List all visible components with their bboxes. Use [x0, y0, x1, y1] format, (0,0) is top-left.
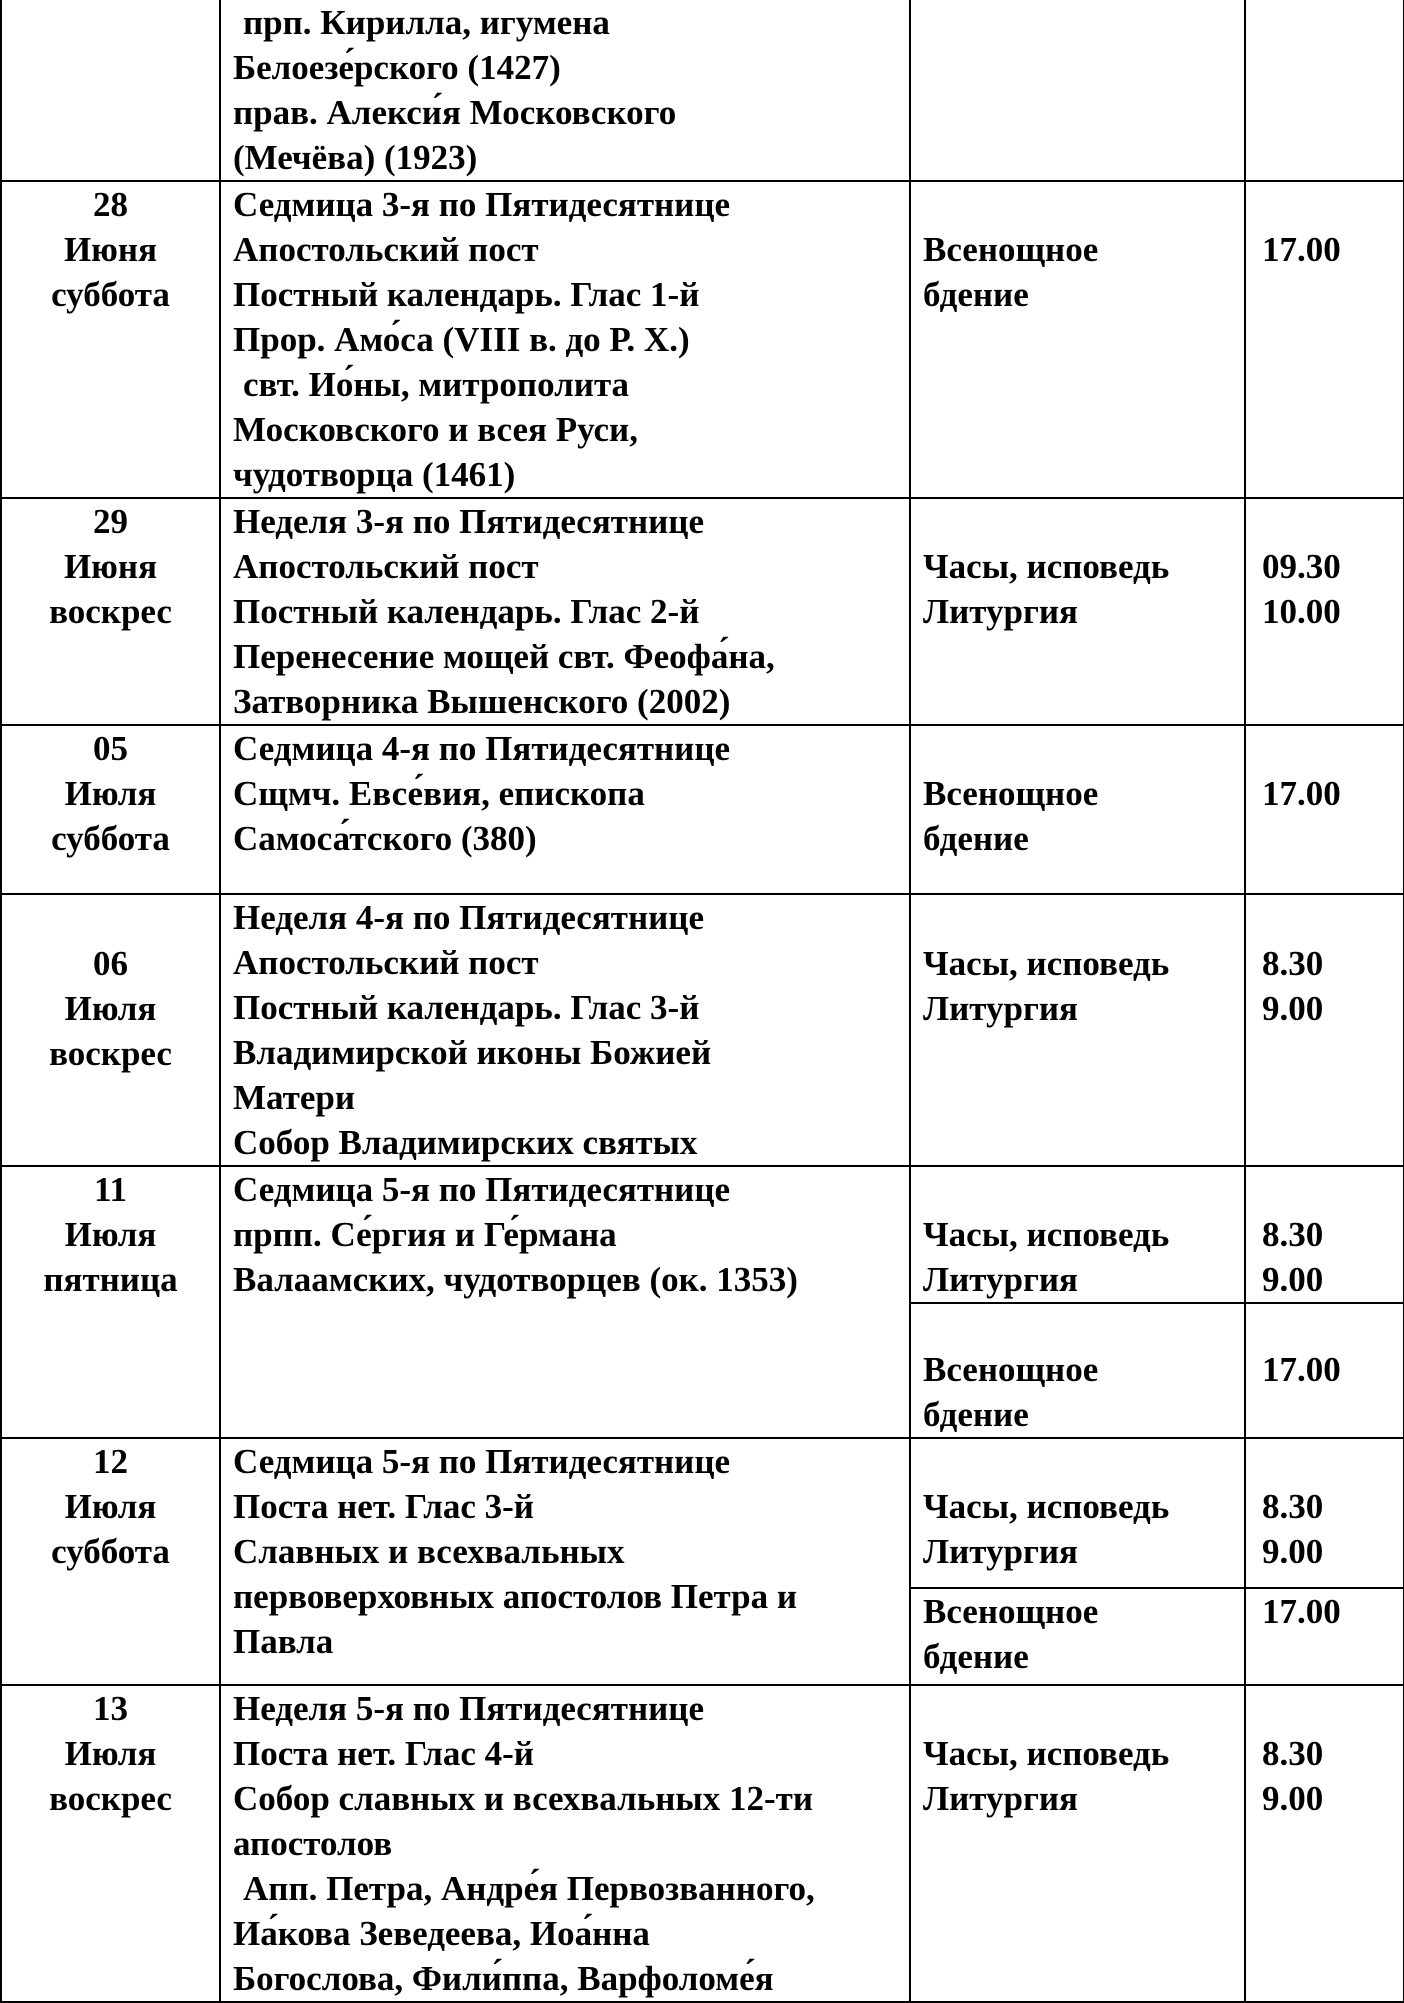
service-time: 8.30 [1262, 1215, 1324, 1254]
feast-cell [220, 725, 910, 894]
service-name: Часы, исповедь [923, 944, 1170, 983]
service-cell [910, 1303, 1245, 1438]
day-number: 06 [93, 944, 128, 983]
time-cell [1245, 894, 1404, 1166]
feast-line: Постный календарь. Глас 3-й [233, 988, 700, 1027]
feast-line: Богослова, Фили́ппа, Варфоломе́я [233, 1959, 774, 1998]
feast-line: Поста нет. Глас 3-й [233, 1487, 534, 1526]
day-number: 28 [93, 185, 128, 224]
service-time: 9.00 [1262, 1532, 1324, 1571]
month-name: Июня [63, 230, 158, 269]
service-time: 17.00 [1262, 1592, 1341, 1631]
service-name: Литургия [923, 989, 1078, 1028]
day-number: 05 [93, 729, 128, 768]
feast-line: Апостольский пост [233, 230, 539, 269]
time-cell [1245, 181, 1404, 498]
feast-line: Апостольский пост [233, 547, 539, 586]
feast-line: Неделя 5-я по Пятидесятнице [233, 1689, 704, 1728]
service-time: 8.30 [1262, 1487, 1324, 1526]
schedule-row [1, 725, 1404, 894]
weekday-name: воскрес [49, 592, 172, 631]
feast-line: Седмица 4-я по Пятидесятнице [233, 729, 731, 768]
service-cell [910, 1438, 1245, 1588]
time-cell [1245, 0, 1404, 181]
feast-line: Седмица 5-я по Пятидесятнице [233, 1442, 731, 1481]
weekday-name: пятница [43, 1260, 178, 1299]
feast-line: Московского и всея Руси, [233, 410, 638, 449]
feast-line: Владимирской иконы Божией [233, 1033, 712, 1072]
feast-line: свт. Ио́ны, митрополита [243, 365, 630, 404]
schedule-row [1, 0, 1404, 181]
feast-line: прав. Алекси́я Московского [233, 93, 677, 132]
service-time: 17.00 [1262, 230, 1341, 269]
feast-line: Неделя 3-я по Пятидесятнице [233, 502, 704, 541]
day-number: 29 [93, 502, 128, 541]
feast-line: прпп. Се́ргия и Ге́рмана [233, 1215, 617, 1254]
service-name: бдение [923, 1395, 1029, 1434]
feast-line: прп. Кирилла, игумена [243, 3, 610, 42]
month-name: Июля [64, 774, 157, 813]
schedule-row [1, 1438, 1404, 1588]
weekday-name: суббота [51, 1532, 170, 1571]
feast-line: Павла [233, 1622, 334, 1661]
time-cell [1245, 498, 1404, 725]
feast-cell [220, 1685, 910, 2002]
feast-line: Апостольский пост [233, 943, 539, 982]
feast-line: Валаамских, чудотворцев (ок. 1353) [233, 1260, 798, 1299]
service-time: 10.00 [1262, 592, 1341, 631]
feast-line: Седмица 3-я по Пятидесятнице [233, 185, 731, 224]
month-name: Июля [64, 1487, 157, 1526]
feast-line: Затворника Вышенского (2002) [233, 682, 731, 721]
service-time: 17.00 [1262, 774, 1341, 813]
service-cell [910, 1685, 1245, 2002]
time-cell [1245, 1166, 1404, 1303]
feast-line: Славных и всехвальных [233, 1532, 625, 1571]
service-name: бдение [923, 275, 1029, 314]
service-name: Всенощное [923, 774, 1099, 813]
service-name: бдение [923, 1637, 1029, 1676]
feast-line: Белоезе́рского (1427) [233, 48, 561, 87]
feast-cell [220, 1438, 910, 1685]
date-cell [1, 498, 220, 725]
service-time: 17.00 [1262, 1350, 1341, 1389]
feast-line: Апп. Петра, Андре́я Первозванного, [243, 1869, 815, 1908]
time-cell [1245, 1303, 1404, 1438]
schedule-row [1, 181, 1404, 498]
schedule-row [1, 894, 1404, 1166]
time-cell [1245, 1685, 1404, 2002]
date-cell [1, 1166, 220, 1438]
service-name: Часы, исповедь [923, 1215, 1170, 1254]
service-name: Часы, исповедь [923, 547, 1170, 586]
feast-line: Собор Владимирских святых [233, 1123, 698, 1162]
service-name: Всенощное [923, 230, 1099, 269]
schedule-row [1, 498, 1404, 725]
feast-line: апостолов [233, 1824, 393, 1863]
service-name: Часы, исповедь [923, 1487, 1170, 1526]
feast-cell [220, 894, 910, 1166]
service-name: Всенощное [923, 1350, 1099, 1389]
service-name: Часы, исповедь [923, 1734, 1170, 1773]
schedule-row [1, 1166, 1404, 1303]
feast-line: первоверховных апостолов Петра и [233, 1577, 797, 1616]
weekday-name: суббота [51, 819, 170, 858]
feast-line: Самоса́тского (380) [233, 819, 537, 858]
feast-line: чудотворца (1461) [233, 455, 516, 494]
month-name: Июня [63, 547, 158, 586]
feast-line: Прор. Амо́са (VIII в. до Р. Х.) [233, 320, 690, 359]
service-cell [910, 181, 1245, 498]
date-cell [1, 725, 220, 894]
feast-line: Поста нет. Глас 4-й [233, 1734, 534, 1773]
service-time: 9.00 [1262, 989, 1324, 1028]
weekday-name: воскрес [49, 1779, 172, 1818]
service-cell [910, 498, 1245, 725]
month-name: Июля [64, 1215, 157, 1254]
service-time: 09.30 [1262, 547, 1341, 586]
feast-cell [220, 0, 910, 181]
date-cell [1, 181, 220, 498]
feast-line: Перенесение мощей свт. Феофа́на, [233, 637, 775, 676]
service-name: Литургия [923, 1779, 1078, 1818]
service-cell [910, 725, 1245, 894]
feast-line: Неделя 4-я по Пятидесятнице [233, 898, 704, 937]
service-cell [910, 1166, 1245, 1303]
service-cell [910, 1588, 1245, 1685]
feast-cell [220, 498, 910, 725]
date-cell [1, 1685, 220, 2002]
service-time: 9.00 [1262, 1779, 1324, 1818]
feast-line: Матери [233, 1078, 355, 1117]
service-name: Литургия [923, 1260, 1078, 1299]
service-name: Всенощное [923, 1592, 1099, 1631]
service-cell [910, 894, 1245, 1166]
date-cell [1, 0, 220, 181]
month-name: Июля [64, 989, 157, 1028]
feast-line: Собор славных и всехвальных 12-ти [233, 1779, 813, 1818]
time-cell [1245, 725, 1404, 894]
day-number: 12 [93, 1442, 128, 1481]
day-number: 13 [93, 1689, 128, 1728]
service-cell [910, 0, 1245, 181]
weekday-name: суббота [51, 275, 170, 314]
feast-line: Седмица 5-я по Пятидесятнице [233, 1170, 731, 1209]
feast-cell [220, 1166, 910, 1438]
service-name: Литургия [923, 1532, 1078, 1571]
service-time: 8.30 [1262, 1734, 1324, 1773]
feast-line: (Мечёва) (1923) [233, 138, 478, 177]
service-time: 9.00 [1262, 1260, 1324, 1299]
time-cell [1245, 1438, 1404, 1588]
month-name: Июля [64, 1734, 157, 1773]
date-cell [1, 1438, 220, 1685]
date-cell [1, 894, 220, 1166]
day-number: 11 [93, 1170, 128, 1209]
feast-line: Сщмч. Евсе́вия, епископа [233, 774, 645, 813]
feast-line: Постный календарь. Глас 1-й [233, 275, 700, 314]
service-name: Литургия [923, 592, 1078, 631]
feast-cell [220, 181, 910, 498]
schedule-row [1, 1685, 1404, 2002]
weekday-name: воскрес [49, 1034, 172, 1073]
feast-line: Постный календарь. Глас 2-й [233, 592, 700, 631]
time-cell [1245, 1588, 1404, 1685]
feast-line: Иа́кова Зеведеева, Иоа́нна [233, 1914, 650, 1953]
service-name: бдение [923, 819, 1029, 858]
service-time: 8.30 [1262, 944, 1324, 983]
